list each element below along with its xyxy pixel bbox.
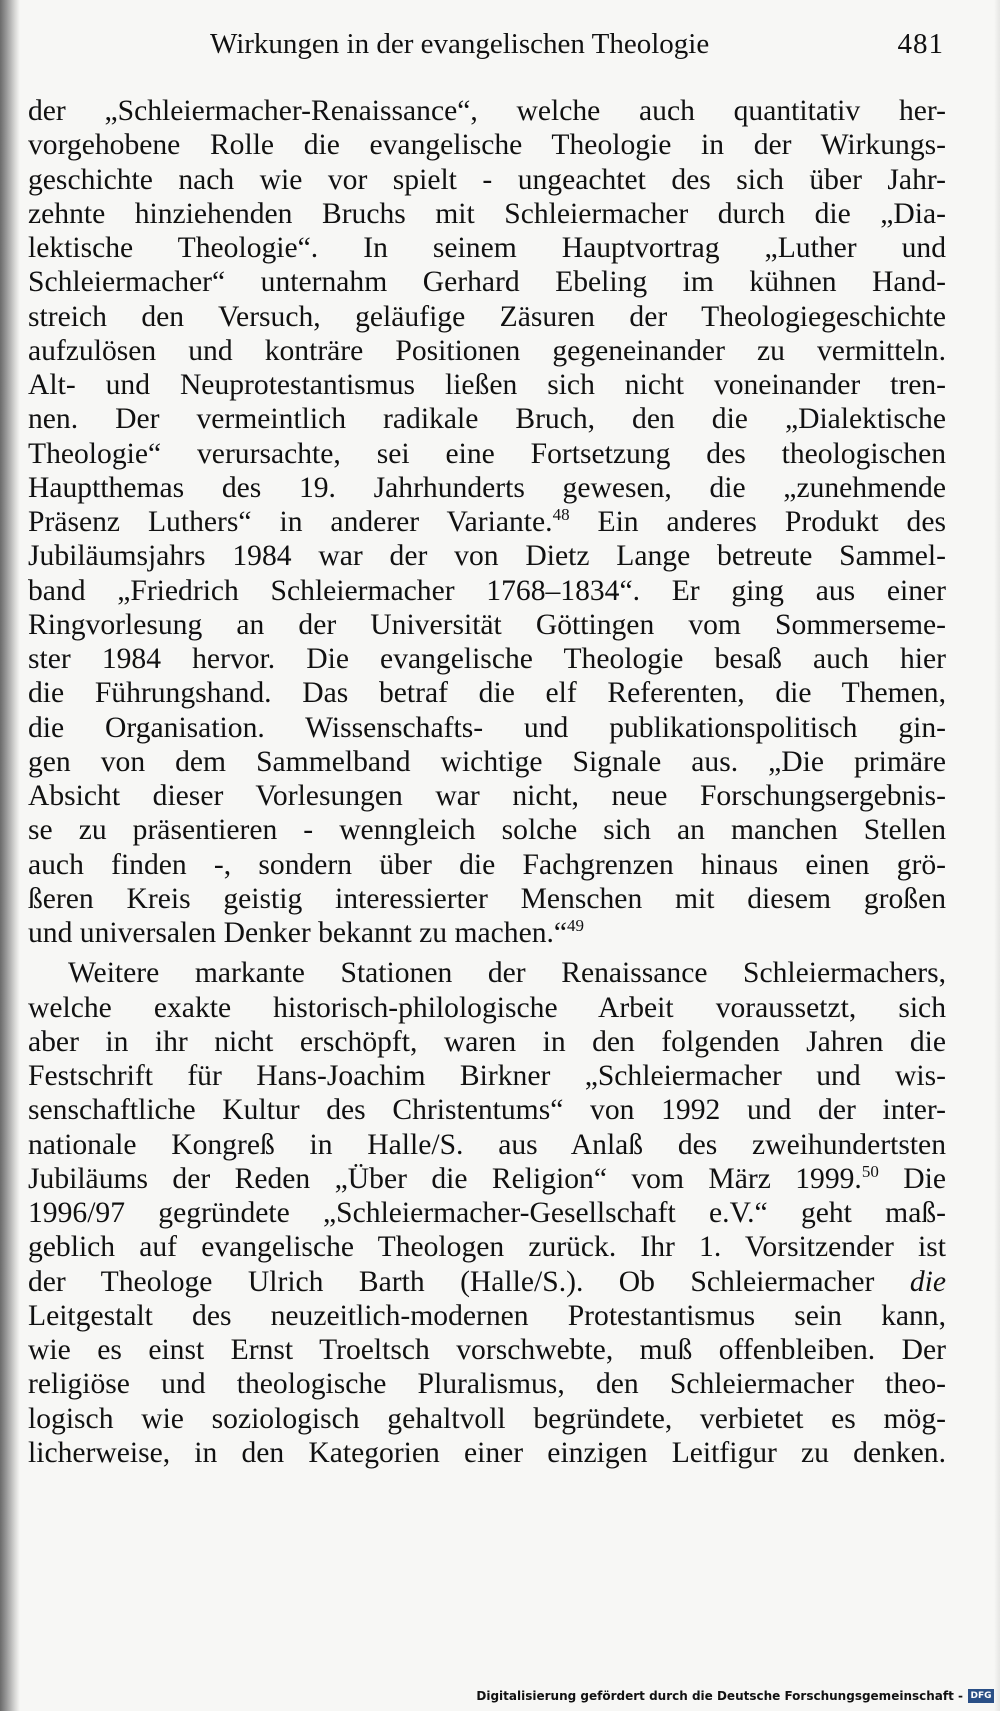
- text-line: geblich auf evangelische Theologen zurück. Ihr 1. Vorsitzender ist: [28, 1231, 946, 1264]
- text-line: nationale Kongreß in Halle/S. aus Anlaß des zweihundertsten: [28, 1128, 946, 1161]
- text-line: band „Friedrich Schleiermacher 1768–1834“. Er ging aus einer: [28, 574, 946, 607]
- text-line: Ringvorlesung an der Universität Göttingen vom Sommerseme-: [28, 608, 946, 641]
- text-line: vorgehobene Rolle die evangelische Theologie in der Wirkungs-: [28, 129, 946, 162]
- text-line: licherweise, in den Kategorien einer einzigen Leitfigur zu denken.: [28, 1436, 946, 1469]
- text-line: Schleiermacher“ unternahm Gerhard Ebeling im kühnen Hand-: [28, 266, 946, 299]
- text-line: Jubiläumsjahrs 1984 war der von Dietz Lange betreute Sammel-: [28, 540, 946, 573]
- page-edge: [994, 0, 1000, 1711]
- paragraph-2: [28, 956, 946, 1470]
- text-line: gen von dem Sammelband wichtige Signale aus. „Die primäre: [28, 745, 946, 778]
- text-line: wie es einst Ernst Troeltsch vorschwebte, muß offenbleiben. Der: [28, 1334, 946, 1366]
- text-line: religiöse und theologische Pluralismus, den Schleiermacher theo-: [28, 1368, 946, 1401]
- dfg-logo-icon: DFG: [968, 1689, 994, 1703]
- body-text: [28, 94, 946, 1470]
- text-line: nen. Der vermeintlich radikale Bruch, den die „Dialektische: [28, 403, 946, 436]
- text-line: 1996/97 gegründete „Schleiermacher-Gesellschaft e.V.“ geht maß-: [28, 1197, 946, 1229]
- text-line: welche exakte historisch-philologische Arbeit voraussetzt, sich: [28, 991, 946, 1024]
- footnote-ref-50: 50: [861, 1161, 879, 1181]
- page-number: 481: [897, 28, 944, 60]
- text-line: logisch wie soziologisch gehaltvoll begründete, verbietet es mög-: [28, 1402, 946, 1435]
- text-line: zehnte hinziehenden Bruchs mit Schleiermacher durch die „Dia-: [28, 197, 946, 230]
- digitization-footer: [476, 1685, 994, 1707]
- text-line: [28, 505, 946, 539]
- text-line-part: Jubiläums der Reden „Über die Religion“ vom März 1999.: [28, 1162, 862, 1195]
- text-line: die Organisation. Wissenschafts- und publikationspolitisch gin-: [28, 711, 946, 744]
- text-line: Weitere markante Stationen der Renaissance Schleiermachers,: [68, 957, 946, 990]
- text-line-part: Ein anderes Produkt des: [569, 506, 946, 538]
- text-line-part: Die: [878, 1162, 946, 1195]
- text-line: Theologie“ verursachte, sei eine Fortsetzung des theologischen: [28, 437, 946, 470]
- text-line: Hauptthemas des 19. Jahrhunderts gewesen, die „zunehmende: [28, 471, 946, 504]
- book-spine-shadow: [0, 0, 20, 1711]
- text-line: auch finden -, sondern über die Fachgrenzen hinaus einen grö-: [28, 848, 946, 881]
- text-line: die Führungshand. Das betraf die elf Referenten, die Themen,: [28, 677, 946, 710]
- footnote-ref-49: 49: [567, 916, 585, 936]
- footer-text: Digitalisierung gefördert durch die Deutsche Forschungsgemeinschaft -: [476, 1689, 963, 1703]
- text-line: geschichte nach wie vor spielt - ungeachtet des sich über Jahr-: [28, 163, 946, 196]
- footnote-ref-48: 48: [552, 505, 570, 525]
- text-line-part: und universalen Denker bekannt zu machen.“: [28, 917, 568, 949]
- text-line: se zu präsentieren - wenngleich solche sich an manchen Stellen: [28, 814, 946, 847]
- running-header: [28, 22, 946, 68]
- text-line: [28, 916, 946, 950]
- text-line: der „Schleiermacher-Renaissance“, welche auch quantitativ her-: [28, 95, 946, 127]
- text-line: [28, 1162, 946, 1196]
- text-line: Absicht dieser Vorlesungen war nicht, neue Forschungsergebnis-: [28, 780, 946, 812]
- text-line-part: der Theologe Ulrich Barth (Halle/S.). Ob Schleiermacher: [28, 1265, 910, 1298]
- text-line: Leitgestalt des neuzeitlich-modernen Protestantismus sein kann,: [28, 1299, 946, 1332]
- text-line: Alt- und Neuprotestantismus ließen sich nicht voneinander tren-: [28, 369, 946, 401]
- text-line: senschaftliche Kultur des Christentums“ von 1992 und der inter-: [28, 1094, 946, 1127]
- text-line: aufzulösen und konträre Positionen gegeneinander zu vermitteln.: [28, 334, 946, 367]
- paragraph-1: [28, 94, 946, 950]
- text-line: Festschrift für Hans-Joachim Birkner „Schleiermacher und wis-: [28, 1060, 946, 1092]
- text-line: lektische Theologie“. In seinem Hauptvortrag „Luther und: [28, 232, 946, 264]
- text-line-part: Präsenz Luthers“ in anderer Variante.: [28, 506, 553, 538]
- running-title: Wirkungen in der evangelischen Theologie: [210, 28, 710, 60]
- text-line: ßeren Kreis geistig interessierter Menschen mit diesem großen: [28, 882, 946, 915]
- text-line: streich den Versuch, geläufige Zäsuren der Theologiegeschichte: [28, 300, 946, 333]
- italic-word: die: [909, 1265, 946, 1298]
- text-line: ster 1984 hervor. Die evangelische Theologie besaß auch hier: [28, 643, 946, 675]
- text-line: aber in ihr nicht erschöpft, waren in den folgenden Jahren die: [28, 1025, 946, 1058]
- text-line: [28, 1265, 946, 1299]
